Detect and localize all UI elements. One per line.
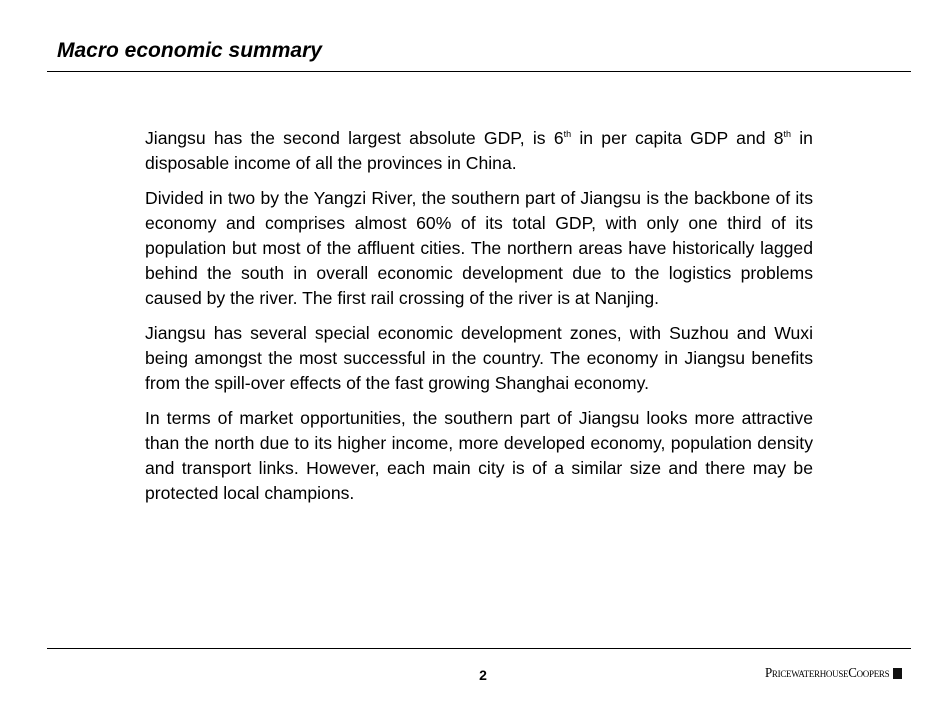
paragraph-gdp-ranking-text-b: in per capita GDP and 8 — [571, 128, 784, 148]
ordinal-suffix: th — [783, 129, 792, 139]
ordinal-suffix: th — [563, 129, 572, 139]
logo-mark-icon — [893, 668, 902, 679]
paragraph-market-opportunities: In terms of market opportunities, the southern part of Jiangsu looks more attractive than the north due to its higher income, more developed economy, population density and transport links. However, each main city is of a similar size and there may be protected local champions. — [145, 408, 813, 503]
paragraph-gdp-ranking-text-a: Jiangsu has the second largest absolute GDP, is 6 — [145, 128, 564, 148]
slide-title: Macro economic summary — [57, 39, 322, 62]
body-text — [145, 126, 813, 516]
title-divider — [47, 71, 911, 72]
page-number: 2 — [479, 667, 487, 683]
paragraph-economic-zones: Jiangsu has several special economic development zones, with Suzhou and Wuxi being amongst the most successful in the country. The economy in Jiangsu benefits from the spill-over effects of the fast growing Shanghai economy. — [145, 323, 813, 393]
paragraph-gdp-ranking-text-c: in disposable income of all the provinces in China. — [145, 128, 813, 173]
paragraph-yangzi-divide: Divided in two by the Yangzi River, the southern part of Jiangsu is the backbone of its economy and comprises almost 60% of its total GDP, with only one third of its population but most of the affluent cities. The northern areas have historically lagged behind the south in overall economic development due to the logistics problems caused by the river. The first rail crossing of the river is at Nanjing. — [145, 188, 813, 308]
footer-divider — [47, 648, 911, 649]
company-logo — [765, 663, 902, 683]
paragraph-gdp-ranking — [145, 126, 813, 176]
logo-wordmark: PricewaterhouseCoopers — [765, 664, 890, 681]
